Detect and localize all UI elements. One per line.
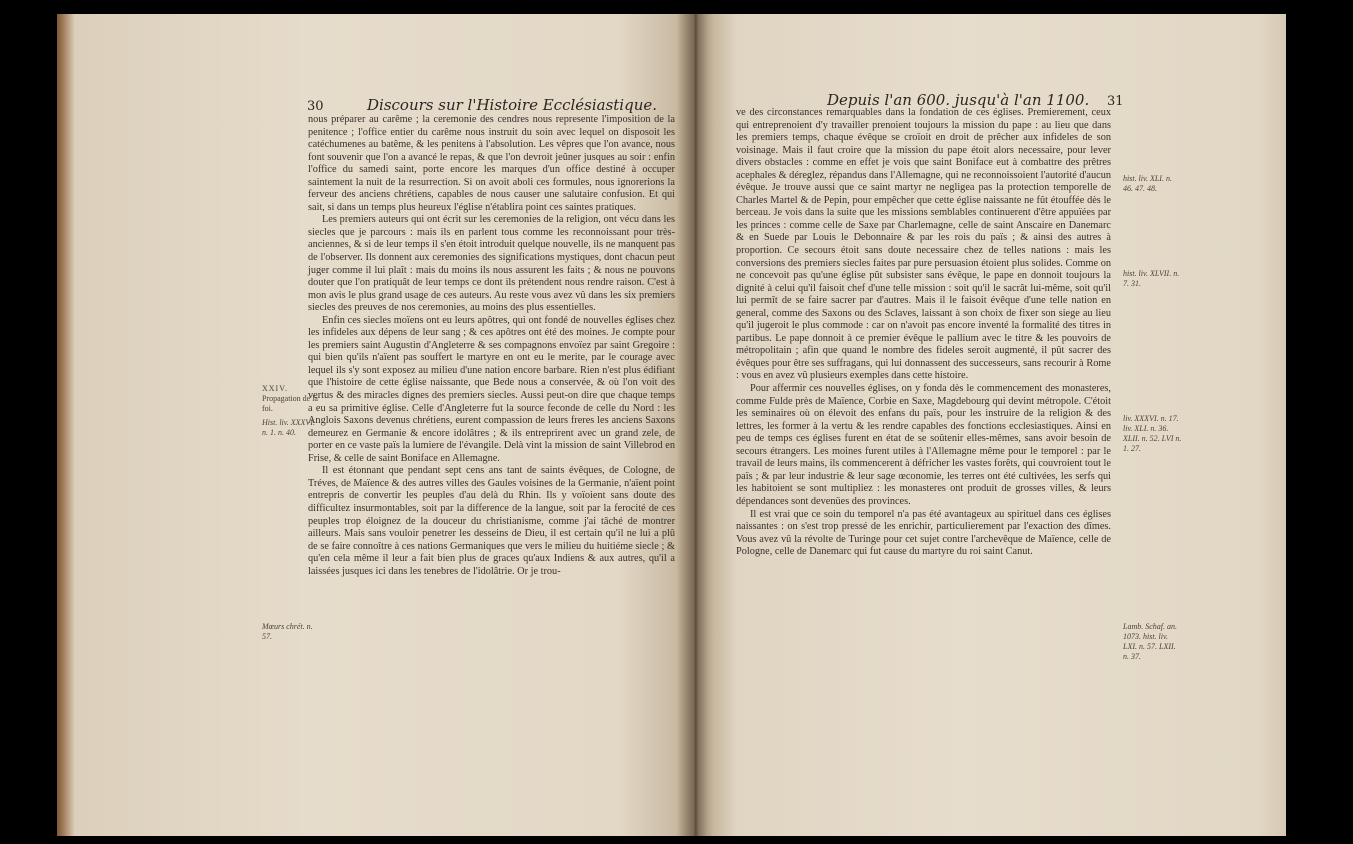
right-page <box>695 14 1286 836</box>
right-margin-note-1 <box>1123 174 1183 194</box>
left-running-head: Discours sur l'Histoire Ecclésiastique. <box>367 96 658 114</box>
left-paragraph-2: Les premiers auteurs qui ont écrit sur les ceremonies de la religion, ont vécu dans les siecles que je parcours : mais ils en parlent tous comme les reconnoissant pour très-anciennes, & si de leur temps il s'en étoit introduit quelque nouvelle, ils ne manquent pas de l'observer. Ils donnent aux ceremonies des significations mystiques, dont chacun peut juger comme il lui plaît : mais du moins ils nous assurent les faits ; & nous ne pouvons douter que l'on pratiquât de leur temps ce dont ils prétendent nous rendre raison. C'est à mon avis le plus grand usage de ces auteurs. Au reste vous avez vû dans les six premiers siecles des preuves de nos ceremonies, au moins des plus essentielles. <box>308 214 675 314</box>
margin-ref-hist: Hist. liv. XXXVI. n. 1. n. 40. <box>262 418 315 437</box>
margin-ref-hist-41: hist. liv. XLI. n. 46. 47. 48. <box>1123 174 1172 193</box>
right-body-text <box>736 107 1111 559</box>
right-page-number: 31 <box>1107 94 1124 109</box>
margin-ref-hist-47: hist. liv. XLVII. n. 7. 31. <box>1123 269 1180 288</box>
book-spread <box>57 14 1286 836</box>
left-paragraph-1: nous préparer au carême ; la ceremonie des cendres nous represente l'imposition de la penitence ; l'office entier du carême nous instruit du soin avec lequel on disposoit les catéchumenes au batême, & les penitens à l'absolution. Les vêpres que l'on avance, nous font souvenir que l'on a avancé le repas, & que l'on devroit jeûner jusques au soir : enfin l'office du samedi saint, porte encore les marques d'un office destiné à occuper saintement la nuit de la resurrection. Si on avoit aboli ces formules, nous ignorerions la ferveur des anciens chrétiens, capables de nous causer une salutaire confusion. Et qui sait, si dans un temps plus heureux l'église n'établira point ces saintes pratiques. <box>308 114 675 213</box>
left-body-text <box>308 114 675 578</box>
right-paragraph-2: Pour affermir ces nouvelles églises, on y fonda dès le commencement des monasteres, comme Fulde près de Maïence, Corbie en Saxe, Magdebourg qui devint métropole. C'étoit les seminaires où on élevoit des enfans du païs, pour les instruire de la religion & des lettres, les former à la vertu & les rendre capables des fonctions ecclesiastiques. Ainsi en peu de temps ces églises furent en état de se soûtenir elles-mêmes, sans avoir besoin de secours étrangers. Les moines furent utiles à l'Allemagne même pour le temporel : par le travail de leurs mains, ils commencerent à défricher les vastes forêts, qui couvroient tout le païs ; & par leur industrie & leur sage œconomie, les terres ont été cultivées, les serfs qui les habitoient se sont multipliez : les monasteres ont produit de grosses villes, & leurs dépendances sont devenües des provinces. <box>736 383 1111 507</box>
margin-ref-lamb: Lamb. Schaf. an. 1073. hist. liv. LXI. n. 57. LXII. n. 37. <box>1123 622 1177 661</box>
right-margin-note-2 <box>1123 269 1183 289</box>
left-page <box>57 14 695 836</box>
right-margin-note-3 <box>1123 414 1183 454</box>
right-running-head: Depuis l'an 600. jusqu'à l'an 1100. <box>827 91 1090 109</box>
left-page-number: 30 <box>307 99 324 114</box>
section-title: Propagation de la foi. <box>262 394 318 413</box>
left-margin-notes <box>262 384 320 438</box>
right-paragraph-1: ve des circonstances remarquables dans la fondation de ces églises. Premierement, ceux qui entreprenoient d'y travailler prenoient toujours la mission du pape : au lieu que dans les premiers temps, chaque évêque se croïoit en droit de prêcher aux infideles de son voisinage. Mais il faut croire que la mission du pape étoit alors necessaire, pour lever divers obstacles : comme en effet je vois que saint Boniface eut à combattre des prêtres acephales & déreglez, répandus dans l'Allemagne, qui ne reconnoissoient l'autorité d'aucun évêque. Je trouve aussi que ce saint martyr ne negligea pas la protection temporelle de Charles Martel & de Pepin, pour empêcher que cette église naissante ne fût étouffée dès le berceau. Je vois dans la suite que les missions semblables continuerent d'être appuïées par les princes : comme celle de Saxe par Charlemagne, celle de saint Anscaire en Danemarc & en Suede par Louis le Debonnaire & par les rois du païs ; & ainsi des autres à proportion. Ce secours étoit sans doute necessaire chez de telles nations : mais les conversions des premiers siecles faites par pure persuasion étoient plus solides. Comme on ne concevoit pas qu'une église pût subsister sans évêque, le pape en donnoit toujours la dignité à celui qu'il faisoit chef d'une telle mission : soit qu'il le sacrât lui-même, soit qu'il lui permît de se faire sacrer par d'autres. Mais il le faisoit évêque d'une telle nation en general, comme des Saxons ou des Sclaves, laissant à son choix de fixer son siege au lieu qu'il jugeroit le plus commode : car on n'avoit pas encore inventé la formalité des titres in partibus. Le pape donnoit à ce premier évêque le pallium avec le titre & les pouvoirs de métropolitain ; afin que quand le nombre des fideles seroit augmenté, il pût sacrer des évêques pour être ses suffragans, qui lui donnassent des successeurs, sans recourir à Rome : vous en avez vû plusieurs exemples dans cette histoire. <box>736 107 1111 382</box>
left-margin-notes-2 <box>262 622 320 642</box>
section-number: XXIV. <box>262 384 288 393</box>
margin-ref-moeurs: Mœurs chrét. n. 57. <box>262 622 313 641</box>
left-paragraph-3: Enfin ces siecles moïens ont eu leurs apôtres, qui ont fondé de nouvelles églises chez les infideles aux dépens de leur sang ; & ces apôtres ont été des moines. Je compte pour les premiers saint Augustin d'Angleterre & ses compagnons envoïez par saint Gregoire : qui bien qu'ils n'aïent pas souffert le martyre en ont eu le merite, par le courage avec lequel ils s'y sont exposez au milieu d'une nation encore barbare. Rien n'est plus édifiant que l'histoire de cette église naissante, que Bede nous a conservée, & où l'on voit des vertus & des miracles dignes des premiers siecles. Aussi peut-on dire que chaque temps a eu sa primitive église. Celle d'Angleterre fut la source feconde de celle du Nord : les Anglois Saxons devenus chrétiens, eurent compassion de leurs freres les anciens Saxons demeurez en Germanie & encore idolâtres ; & ils entreprirent avec un grand zele, de porter en ce vaste païs la lumiere de l'évangile. Delà vint la mission de saint Villebrod en Frise, & celle de saint Boniface en Allemagne. <box>308 314 675 464</box>
margin-ref-liv-36: liv. XXXVI. n. 17. liv. XLI. n. 36. XLII. n. 52. LVI n. 1. 27. <box>1123 414 1182 453</box>
book-gutter <box>677 14 713 836</box>
left-paragraph-4: Il est étonnant que pendant sept cens ans tant de saints évêques, de Cologne, de Tréves, de Maïence & des autres villes des Gaules voisines de la Germanie, n'aïent point entrepris de convertir les peuples d'au delà du Rhin. Ils y voïoient sans doute des difficultez insurmontables, soit par la difference de la langue, soit par la ferocité de ces peuples trop éloignez de la douceur du christianisme, comme j'ai tâché de montrer ailleurs. Mais sans vouloir penetrer les desseins de Dieu, il est certain qu'il ne lui a plû de se faire connoître à ces nations Germaniques que vers le milieu du huitiéme siecle ; & qu'en cela même il leur a fait bien plus de graces qu'aux Indiens & aux autres, qu'il a laissées jusques ici dans les tenebres de l'idolâtrie. Or je trou- <box>308 465 675 577</box>
right-paragraph-3: Il est vrai que ce soin du temporel n'a pas été avantageux au spirituel dans ces églises naissantes : on s'est trop pressé de les enrichir, particulierement par l'exaction des dîmes. Vous avez vû la révolte de Turinge pour cet sujet contre l'archevêque de Maïence, celle de Pologne, celle de Danemarc qui fut cause du martyre du roi saint Canut. <box>736 508 1111 558</box>
right-margin-note-4 <box>1123 622 1183 662</box>
